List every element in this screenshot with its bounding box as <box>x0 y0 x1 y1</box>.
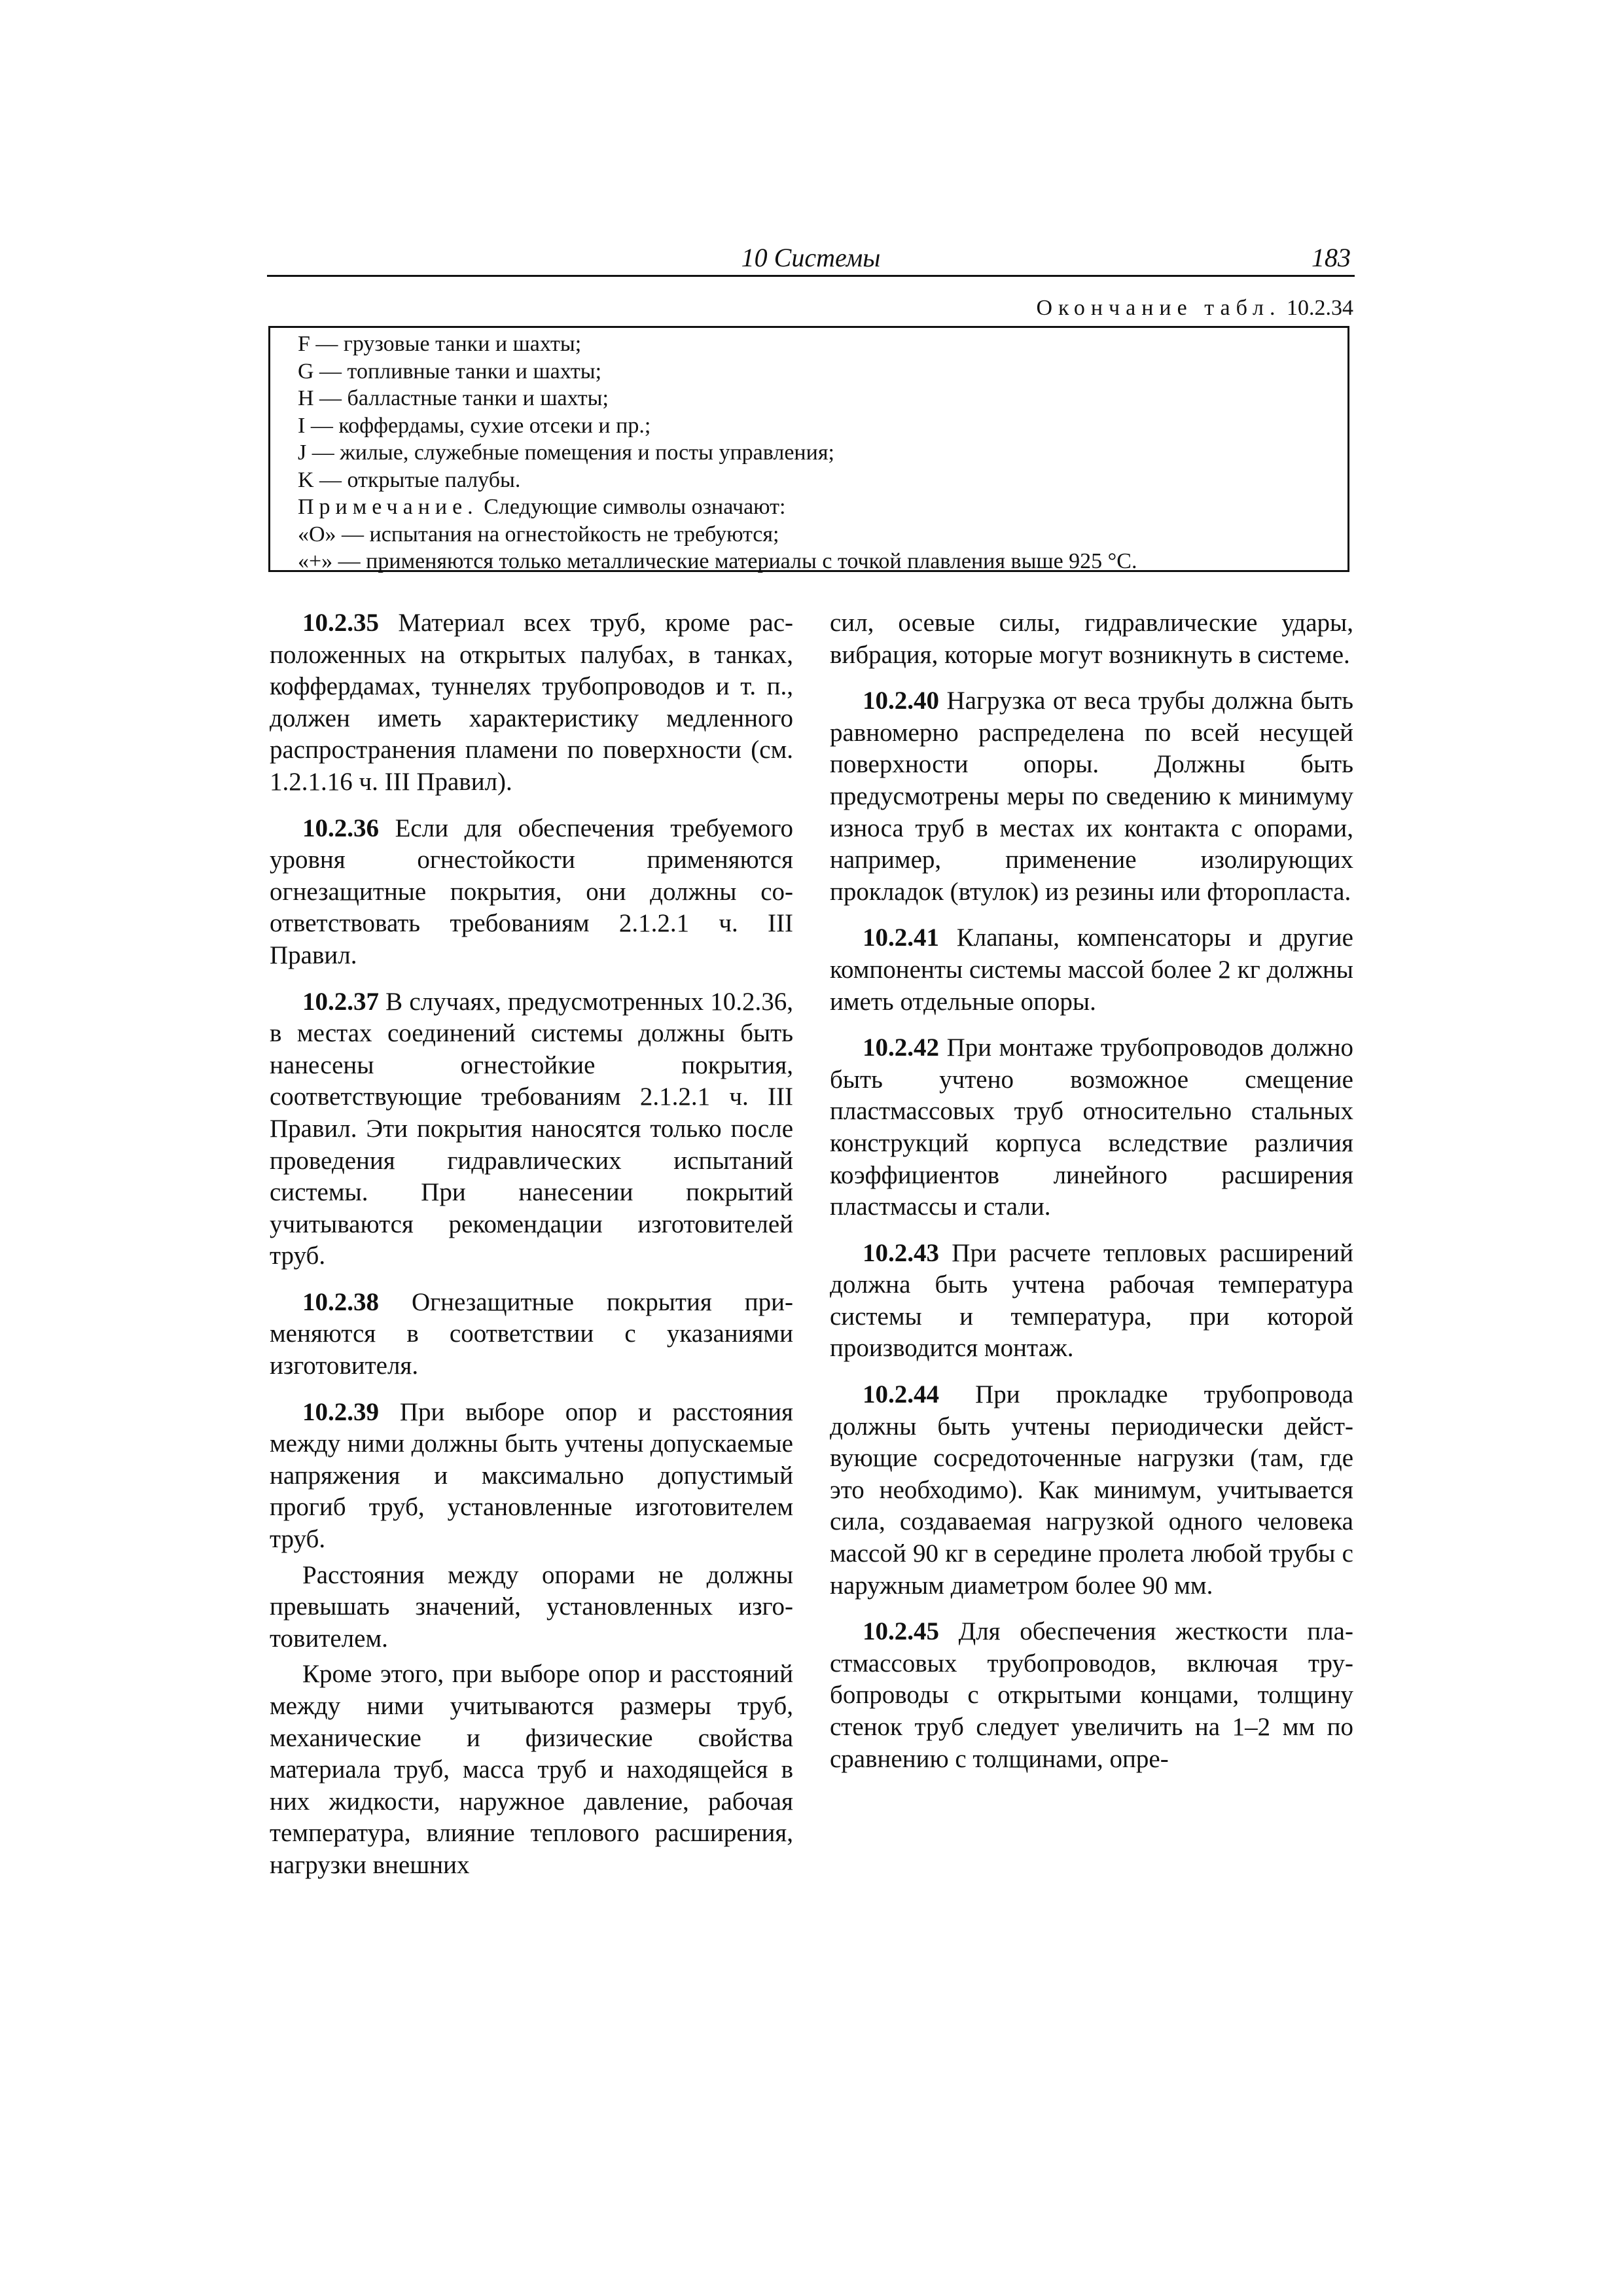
clause-number: 10.2.35 <box>302 609 379 637</box>
paragraph <box>830 1616 1353 1775</box>
table-line: G — топливные танки и шахты; <box>298 359 602 384</box>
paragraph-text: Нагрузка от веса трубы должна быть равномерно распределена по всей несущей поверхности опоры. Должны быть предусмотрены меры по сведению к минимуму износа труб в местах их контакта с опорами, например, применение изолирующих прокладок (втулок) из резины или фторопласта. <box>830 687 1354 906</box>
paragraph-text: При монтаже трубопроводов должно быть учтено возможное смещение пластмассовых труб относительно стальных конструкций корпуса вследствие различия коэффициентов линейного расширения пластмассы и стали. <box>830 1033 1353 1221</box>
paragraph-text: Для обеспечения жесткости пластмассовых трубопроводов, включая трубопроводы с открытыми концами, толщину стенок труб следует увеличить на 1–2 мм по сравнению с толщинами, опре- <box>830 1617 1353 1773</box>
table-line: F — грузовые танки и шахты; <box>298 332 582 356</box>
clause-number: 10.2.41 <box>863 924 939 952</box>
paragraph <box>830 1032 1353 1223</box>
paragraph-text: В случаях, предусмотренных 10.2.36, в местах соединений системы должны быть нанесены огнестойкие покрытия, соответствующие требованиям 2.1.2.1 ч. III Правил. Эти покрытия наносятся только после проведения гидравлических испытаний системы. При нанесении покрытий учитываются рекомендации изготовителей труб. <box>270 987 793 1270</box>
paragraph-text: Клапаны, компенсаторы и другие компоненты системы массой более 2 кг должны иметь отдельные опоры. <box>830 924 1353 1016</box>
clause-number: 10.2.42 <box>863 1033 939 1062</box>
paragraph <box>830 685 1353 908</box>
running-title: 10 Системы <box>741 243 881 272</box>
note-text: Следующие символы означают: <box>484 495 786 519</box>
clause-number: 10.2.43 <box>863 1238 939 1267</box>
table-line: J — жилые, служебные помещения и посты управления; <box>298 440 834 465</box>
clause-number: 10.2.37 <box>302 987 379 1016</box>
table-caption-word: Окончание табл. <box>1036 296 1281 320</box>
page-header <box>267 237 1355 277</box>
paragraph <box>270 1659 793 1881</box>
note-line: «О» — испытания на огнестойкость не требуются; <box>298 522 779 547</box>
paragraph <box>270 1287 793 1382</box>
table-note <box>298 493 1347 521</box>
clause-number: 10.2.36 <box>302 814 379 842</box>
note-label: Примечание. <box>298 495 478 519</box>
left-column <box>270 607 793 1896</box>
table-continuation <box>268 326 1349 572</box>
paragraph <box>270 1397 793 1556</box>
table-caption <box>1037 296 1354 321</box>
page-number: 183 <box>1311 243 1351 272</box>
clause-number: 10.2.38 <box>302 1287 379 1316</box>
table-caption-number: 10.2.34 <box>1287 296 1353 320</box>
table-line: H — балластные танки и шахты; <box>298 386 609 410</box>
paragraph-text: Расстояния между опорами не должны превышать значений, установленных изготовителем. <box>270 1560 793 1653</box>
clause-number: 10.2.40 <box>863 687 939 715</box>
paragraph-text: сил, осевые силы, гидравлические удары, вибрация, которые могут возникнуть в системе. <box>830 609 1353 669</box>
table-line: I — коффердамы, сухие отсеки и пр.; <box>298 413 651 438</box>
right-column <box>830 607 1353 1789</box>
clause-number: 10.2.39 <box>302 1397 379 1426</box>
paragraph <box>270 607 793 798</box>
paragraph-text: Если для обеспечения требуемого уровня огнестойкости применяются огнезащитные покрытия, они должны соответствовать требованиям 2.1.2.1 ч. III Правил. <box>270 814 793 969</box>
paragraph-text: Кроме этого, при выборе опор и расстояний между ними учитываются размеры труб, механические и физические свойства материала труб, масса труб и находящейся в них жидкости, наружное давление, рабочая температура, влияние теплового расширения, нагрузки внешних <box>270 1660 793 1879</box>
clause-number: 10.2.44 <box>863 1380 939 1409</box>
paragraph <box>270 813 793 972</box>
paragraph <box>830 1379 1353 1602</box>
paragraph-text: При прокладке трубопровода должны быть учтены периодически действующие сосредоточенные нагрузки (там, где это необходимо). Как минимум, учитывается сила, создаваемая нагрузкой одного человека массой 90 кг в середине пролета любой трубы с наружным диаметром более 90 мм. <box>830 1380 1354 1600</box>
paragraph-text: Материал всех труб, кроме расположенных на открытых палубах, в танках, коффердамах, туннелях трубопроводов и т. п., должен иметь характеристику медленного распространения пламени по поверхности (см. 1.2.1.16 ч. III Правил). <box>270 609 794 796</box>
paragraph <box>270 1560 793 1655</box>
paragraph <box>830 922 1353 1018</box>
paragraph <box>270 986 793 1272</box>
paragraph <box>830 1238 1353 1365</box>
paragraph-text: Огнезащитные покрытия применяются в соответствии с указаниями изготовителя. <box>270 1287 794 1380</box>
clause-number: 10.2.45 <box>863 1617 939 1646</box>
paragraph-continued <box>830 607 1353 671</box>
paragraph-text: При выборе опор и расстояния между ними должны быть учтены допускаемые напряжения и максимально допустимый прогиб труб, установленные изготовителем труб. <box>270 1397 793 1554</box>
paragraph-text: При расчете тепловых расширений должна быть учтена рабочая температура системы и температура, при которой производится монтаж. <box>830 1238 1354 1363</box>
note-line: «+» — применяются только металлические материалы с точкой плавления выше 925 °C. <box>298 549 1137 573</box>
table-line: K — открытые палубы. <box>298 467 521 492</box>
